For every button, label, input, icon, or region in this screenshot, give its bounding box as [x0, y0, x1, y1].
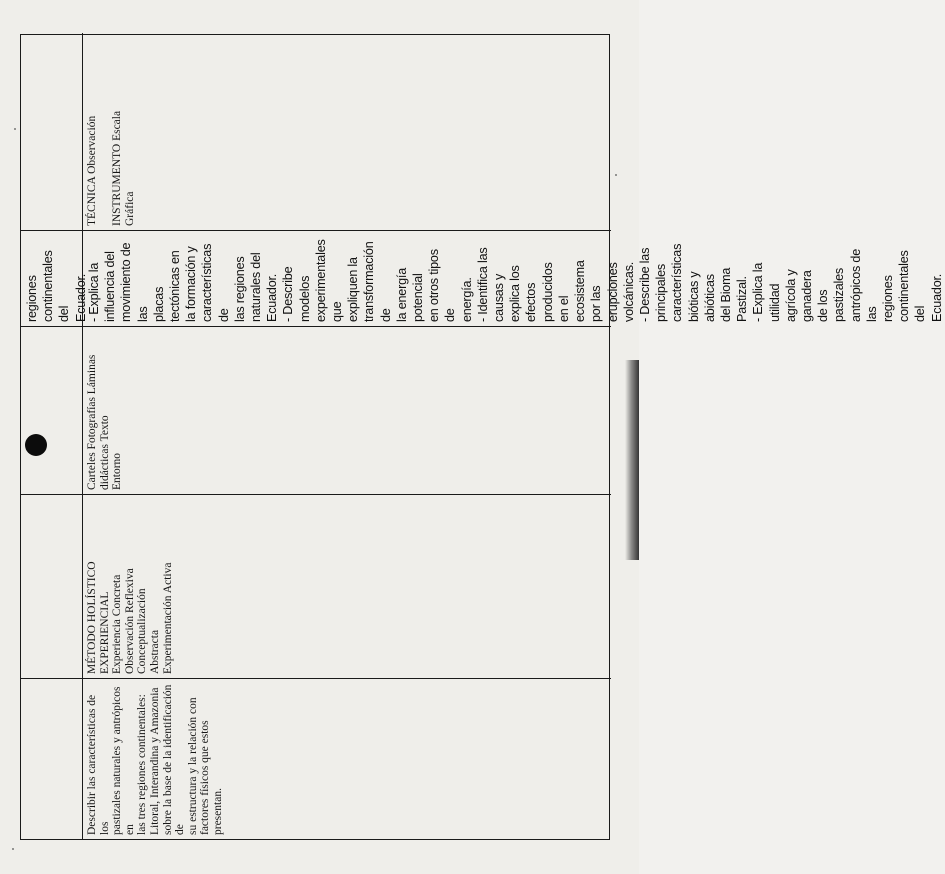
indicators-continuation: regiones continentales del Ecuador.	[21, 230, 83, 326]
dust-speck	[12, 848, 14, 850]
punch-hole-icon	[25, 434, 47, 456]
planning-table	[20, 34, 944, 840]
skill-description: Describir las características de los pastizales naturales y antrópicos en las tres regiones continentales: Litoral, Interandina y Amazonia sobre la base de la identificación de su estructura y la relación con factores físicos que estos presentan.	[83, 678, 611, 839]
resources-cell-top	[21, 326, 83, 494]
evaluation-cell-top	[21, 33, 83, 230]
evaluation-text: TÉCNICA Observación INSTRUMENTO Escala Gráfica	[86, 110, 136, 226]
methodology-cell-top	[21, 494, 83, 678]
dust-speck	[14, 128, 16, 130]
resources-text: Carteles Fotografías Láminas didácticas Texto Entorno	[83, 326, 611, 494]
scanner-shadow-edge	[625, 360, 639, 560]
dust-speck	[615, 174, 617, 176]
methodology-text: MÉTODO HOLÍSTICO EXPERIENCIAL Experiencia Concreta Observación Reflexiva Conceptualización Abstracta Experimentación Activa	[83, 494, 611, 678]
rotated-table-wrapper	[20, 34, 944, 840]
skill-cell-top	[21, 678, 83, 839]
indicators-text: - Explica la influencia del movimiento de las placas tectónicas en la formación y características de las regiones naturales del Ecuador. - Describe modelos experimentales que expliquen la transformación de la energía potencial en otros tipos de energía. - Identifica las causas y explica los efectos producidos en el ecosistema por las erupciones volcánicas. - Describe las principales características bióticas y abióticas del Bioma Pastizal. - Explica la utilidad agrícola y ganadera de los pastizales antrópicos de las regiones continentales del Ecuador.	[83, 230, 611, 326]
